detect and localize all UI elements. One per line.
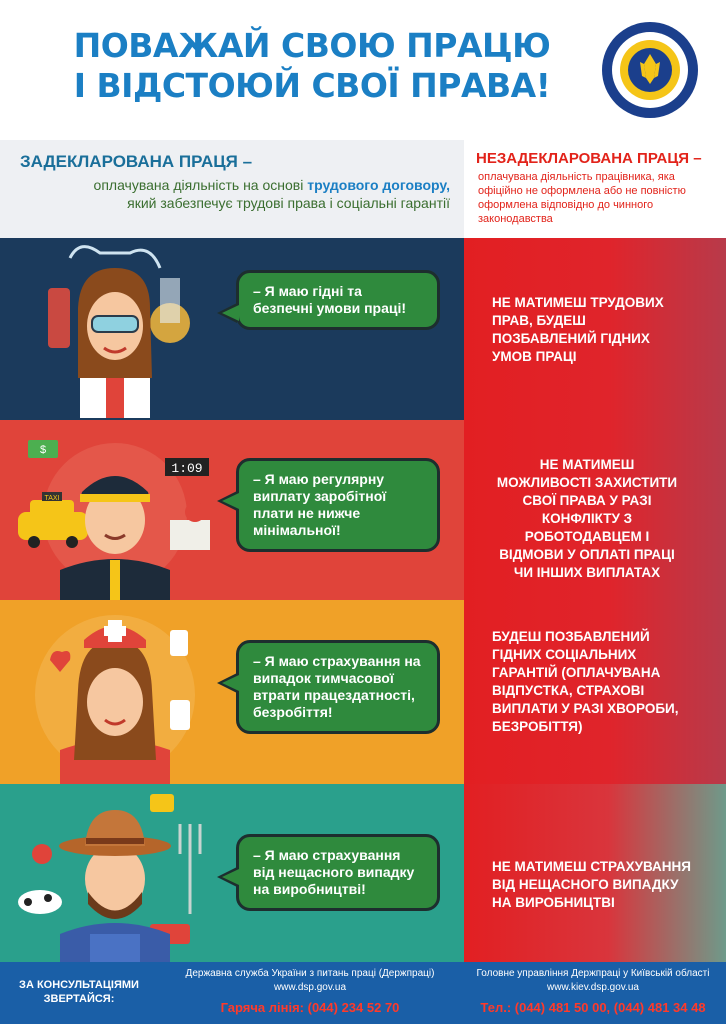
svg-text:$: $ [39, 444, 47, 456]
title-line-1: ПОВАЖАЙ СВОЮ ПРАЦЮ [73, 26, 551, 65]
speech-bubble-3: – Я маю страхування на випадок тимчасової втрати працездатності, безробіття! [236, 640, 440, 734]
clock-display-text: 1:09 [171, 461, 203, 476]
row-regular-salary [0, 420, 726, 600]
consequence-panel-2 [464, 420, 726, 600]
speech-bubble-2: – Я маю регулярну виплату заробітної плати не нижче мінімальної! [236, 458, 440, 552]
declared-text [20, 176, 450, 212]
taxi-sign-text: TAXI [44, 495, 60, 502]
contacts-footer [0, 962, 726, 1024]
consequence-text-4: НЕ МАТИМЕШ СТРАХУВАННЯ ВІД НЕЩАСНОГО ВИПАДКУ НА ВИРОБНИЦТВІ [492, 859, 691, 910]
undeclared-heading: НЕЗАДЕКЛАРОВАНА ПРАЦЯ – [476, 150, 702, 167]
page-title [62, 26, 562, 106]
speech-bubble-1: – Я маю гідні та безпечні умови праці! [236, 270, 440, 330]
row-accident-insurance [0, 784, 726, 962]
footer-org-2: Головне управління Держпраці у Київській області [476, 968, 710, 979]
footer-url-2[interactable]: www.kiev.dsp.gov.ua [547, 982, 639, 993]
nurse-illustration-icon [0, 600, 230, 784]
consequence-panel-1 [464, 238, 726, 420]
consequence-text-3: БУДЕШ ПОЗБАВЛЕНИЙ ГІДНИХ СОЦІАЛЬНИХ ГАРАНТІЙ (ОПЛАЧУВАНА ВІДПУСТКА, СТРАХОВІ ВИПЛАТИ У РАЗІ ХВОРОБИ, БЕЗРОБІТТЯ) [492, 629, 679, 734]
consequence-text-2: НЕ МАТИМЕШ МОЖЛИВОСТІ ЗАХИСТИТИ СВОЇ ПРАВА У РАЗІ КОНФЛІКТУ З РОБОТОДАВЦЕМ І ВІДМОВИ У ОПЛАТІ ПРАЦІ ЧИ ІНШИХ ВИПЛАТАХ [496, 457, 678, 580]
footer-label: ЗА КОНСУЛЬТАЦІЯМИ ЗВЕРТАЙСЯ: [19, 979, 139, 1005]
footer-url-1[interactable]: www.dsp.gov.ua [273, 982, 347, 993]
declared-text-part2: який забезпечує трудові права і соціальні гарантії [127, 195, 450, 211]
undeclared-work-definition [464, 140, 726, 238]
declared-text-bold: трудового договору, [307, 177, 450, 193]
farmer-illustration-icon [0, 784, 230, 962]
footer-phone-1[interactable]: Гаряча лінія: (044) 234 52 70 [220, 1000, 400, 1015]
declared-text-part1: оплачувана діяльність на основі [93, 177, 308, 193]
definitions-band [0, 140, 726, 238]
footer-phone-2[interactable]: Тел.: (044) 481 50 00, (044) 481 34 48 [480, 1000, 706, 1015]
declared-heading: ЗАДЕКЛАРОВАНА ПРАЦЯ – [20, 152, 253, 171]
consequence-text-1: НЕ МАТИМЕШ ТРУДОВИХ ПРАВ, БУДЕШ ПОЗБАВЛЕНИЙ ГІДНИХ УМОВ ПРАЦІ [492, 295, 664, 364]
consequence-panel-3 [464, 600, 726, 784]
undeclared-text: оплачувана діяльність працівника, яка офіційно не оформлена або не повністю оформлена відповідно до чинного законодавства [478, 171, 686, 225]
title-line-2: І ВІДСТОЮЙ СВОЇ ПРАВА! [73, 66, 551, 105]
row-insurance-disability [0, 600, 726, 784]
driver-illustration-icon [0, 420, 230, 600]
footer-org-1: Державна служба України з питань праці (Держпраці) [185, 968, 435, 979]
row-safe-conditions [0, 238, 726, 420]
scientist-illustration-icon [0, 238, 230, 420]
state-labour-service-seal-logo [600, 20, 700, 120]
header [0, 0, 726, 140]
declared-work-definition [0, 140, 464, 238]
speech-bubble-4: – Я маю страхування від нещасного випадку на виробництві! [236, 834, 440, 911]
consequence-panel-4 [464, 784, 726, 962]
